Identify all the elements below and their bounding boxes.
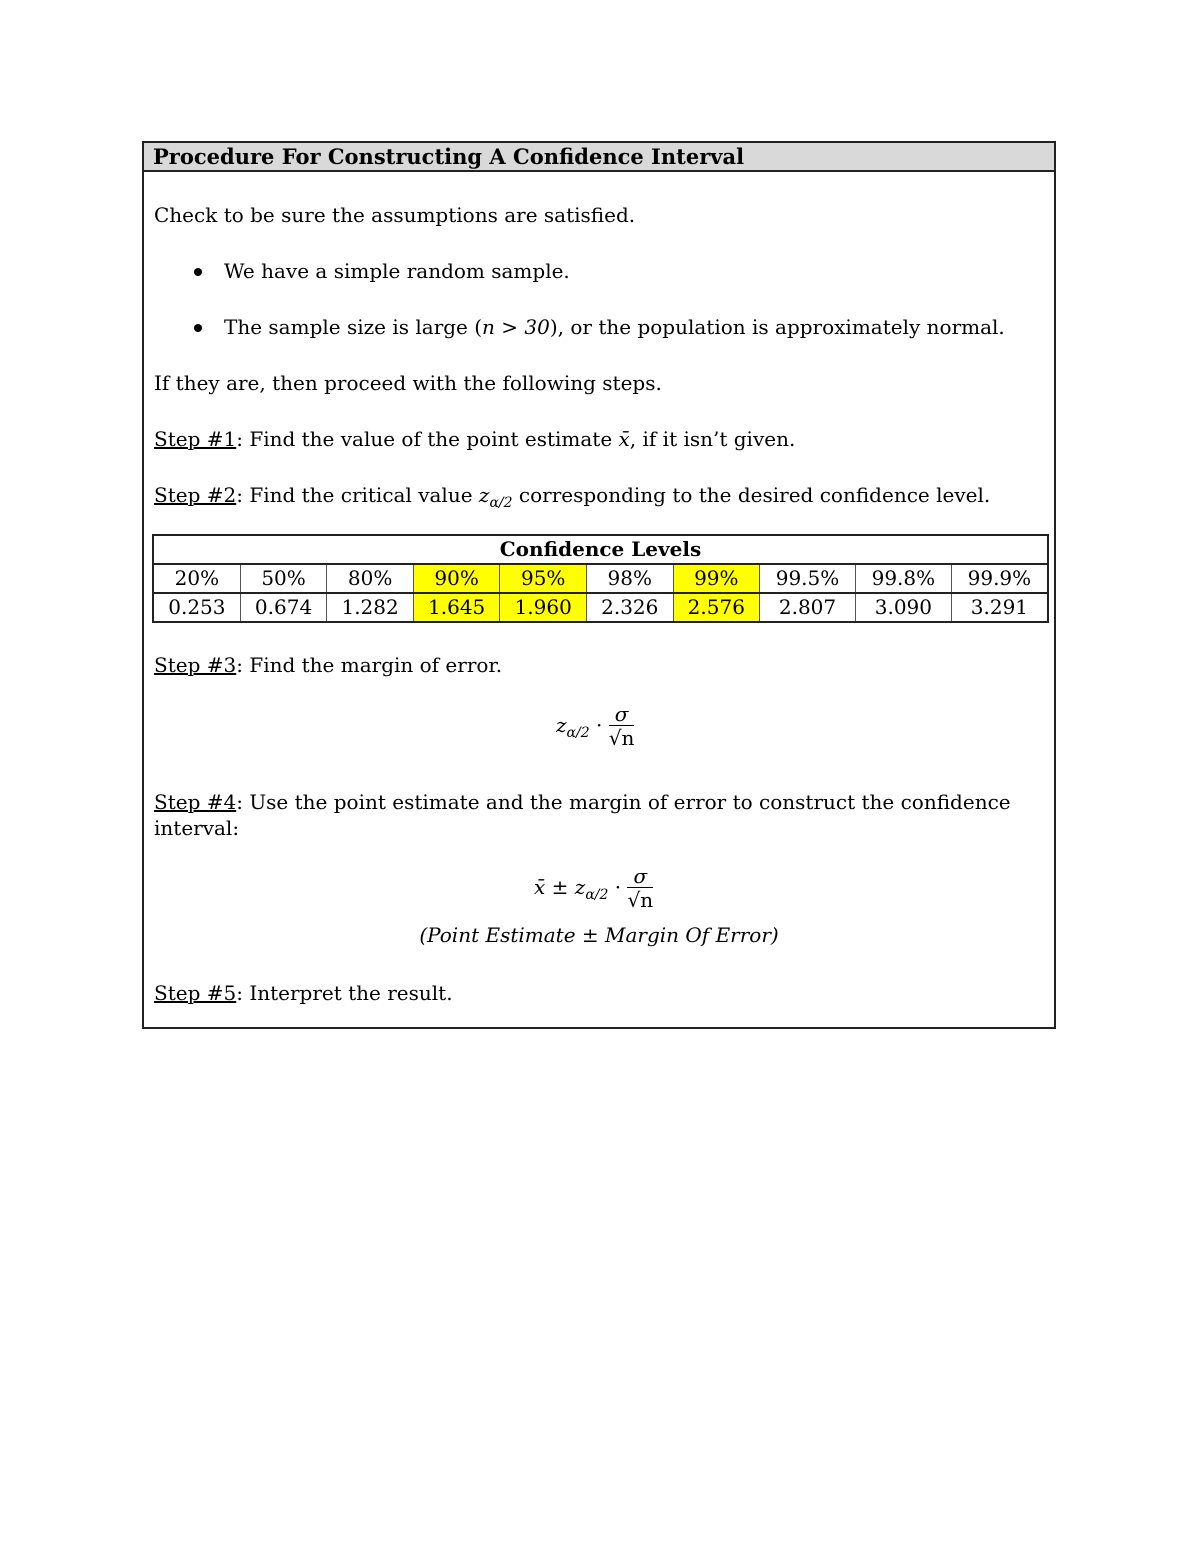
level-cell: 50% (240, 564, 327, 593)
step-label: Step #2 (154, 483, 237, 507)
step-label: Step #3 (154, 653, 237, 677)
assumption-item (194, 259, 570, 283)
step-label: Step #5 (154, 981, 237, 1005)
card-title: Procedure For Constructing A Confidence Interval (144, 143, 1054, 172)
level-cell: 20% (153, 564, 240, 593)
level-cell: 99% (673, 564, 760, 593)
step-label: Step #1 (154, 427, 237, 451)
step-label: Step #4 (154, 790, 237, 814)
sample-size-condition: n > 30 (482, 315, 550, 339)
z-symbol: z (478, 483, 490, 507)
confidence-table (152, 534, 1049, 623)
level-cell: 80% (327, 564, 414, 593)
assumption-item (194, 315, 1005, 339)
interval-formula: x̄ ± $z_{\alpha/2}$ · $\frac{\sigma}{√n}$ (534, 864, 654, 912)
value-cell: 2.576 (673, 593, 760, 622)
step-3: Step #3: Find the margin of error. (154, 653, 503, 677)
value-cell: 0.253 (168, 595, 226, 619)
assumption-text: The sample size is large (n > 30), or the population is approximately normal. (224, 315, 1005, 339)
step-2: Step #2: Find the critical value $z_{\alpha/2}$ corresponding to the desired confidence level. (154, 483, 991, 511)
fraction: $\frac{\sigma}{√n}$ (608, 702, 635, 750)
level-cell: 90% (413, 564, 500, 593)
xbar-symbol: x̄ (618, 427, 630, 451)
margin-formula: $z_{\alpha/2}$ · $\frac{\sigma}{√n}$ (556, 702, 635, 750)
step-4-continued: interval: (154, 816, 240, 840)
level-cell: 99.5% (760, 564, 856, 593)
assumption-text: We have a simple random sample. (224, 259, 570, 283)
procedure-card (142, 141, 1056, 1029)
bullet-icon (194, 324, 202, 332)
level-cell: 99.8% (855, 564, 951, 593)
value-cell: 3.090 (855, 593, 951, 622)
value-cell: 2.326 (586, 593, 673, 622)
step-4: Step #4: Use the point estimate and the margin of error to construct the confidence (154, 790, 1011, 814)
step-5: Step #5: Interpret the result. (154, 981, 453, 1005)
formula-caption: (Point Estimate ± Margin Of Error) (419, 923, 779, 947)
level-cell: 95% (500, 564, 587, 593)
value-cell: 1.960 (500, 593, 587, 622)
value-cell: 1.282 (327, 593, 414, 622)
levels-row (153, 564, 1048, 593)
level-cell: 98% (586, 564, 673, 593)
value-cell: 2.807 (760, 593, 856, 622)
step-1: Step #1: Find the value of the point estimate x̄, if it isn’t given. (154, 427, 796, 451)
bullet-icon (194, 268, 202, 276)
table-header: Confidence Levels (153, 535, 1048, 564)
intro-text: Check to be sure the assumptions are satisfied. (154, 203, 636, 227)
value-cell: 3.291 (951, 593, 1048, 622)
fraction: $\frac{\sigma}{√n}$ (627, 864, 654, 912)
value-cell: 0.674 (240, 593, 327, 622)
values-row (153, 593, 1048, 622)
proceed-text: If they are, then proceed with the following steps. (154, 371, 662, 395)
level-cell: 99.9% (951, 564, 1048, 593)
value-cell: 1.645 (413, 593, 500, 622)
